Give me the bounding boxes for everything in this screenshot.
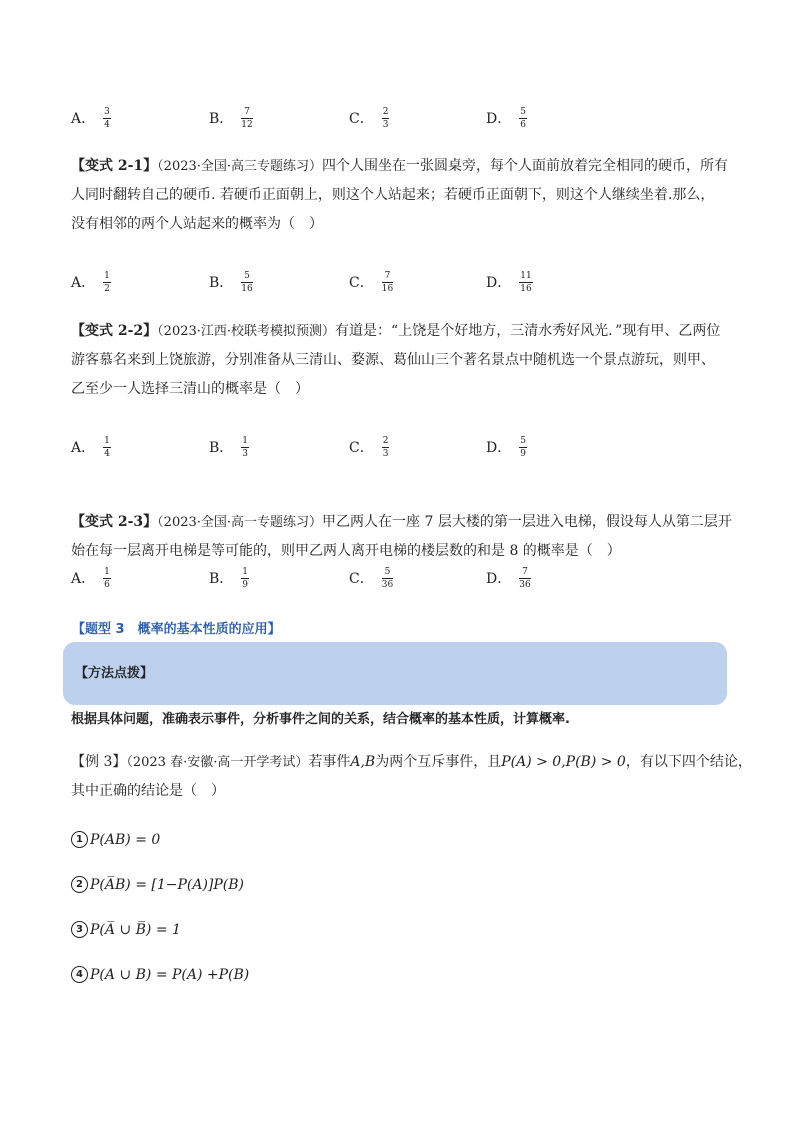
option-c: C． $\frac{2}{3}$ <box>349 435 389 459</box>
options-row-q3 <box>71 563 731 593</box>
fraction: $\frac{2}{3}$ <box>382 106 389 130</box>
option-c: C． $\frac{2}{3}$ <box>349 106 389 130</box>
statement-2: 2 P(A̅B) = [1−P(A)]P(B) <box>71 876 244 893</box>
fraction: $\frac{7}{16}$ <box>381 270 394 294</box>
question-source: （2023·江西·校联考模拟预测） <box>157 324 336 339</box>
circled-number: 2 <box>71 876 88 893</box>
options-row-q1 <box>71 267 731 297</box>
fraction: $\frac{1}{9}$ <box>242 566 249 590</box>
question-variant-2-3: 【变式 2-3】（2023·全国·高一专题练习）甲乙两人在一座 7 层大楼的第一层进入电梯，假设每人从第二层开 始在每一层离开电梯是等可能的，则甲乙两人离开电梯的楼层数的和是 8 的概率是（ ） <box>71 514 732 559</box>
options-row-q2 <box>71 432 731 462</box>
question-variant-2-1: 【变式 2-1】（2023·全国·高三专题练习）四个人围坐在一张圆桌旁，每个人面前放着完全相同的硬币，所有 人同时翻转自己的硬币. 若硬币正面朝上，则这个人站起来；若硬币正面朝下，则这个人继续坐着.那么， 没有相邻的两个人站起来的概率为（ ） <box>71 158 729 232</box>
fraction: $\frac{1}{6}$ <box>104 566 110 590</box>
question-tag: 【变式 2-3】 <box>71 514 158 530</box>
method-label: 【方法点拨】 <box>75 666 154 681</box>
option-b: B． $\frac{1}{3}$ <box>209 435 249 459</box>
statement-3: 3 P(A̅ ∪ B̅) = 1 <box>71 921 181 938</box>
fraction: $\frac{2}{3}$ <box>382 435 389 459</box>
question-variant-2-2: 【变式 2-2】（2023·江西·校联考模拟预测）有道是：“上饶是个好地方，三清水秀好风光．”现有甲、乙两位 游客慕名来到上饶旅游，分别准备从三清山、婺源、葛仙山三个著名景点中随机选一个景点游玩，则甲、 乙至少一人选择三清山的概率是（ ） <box>71 323 721 397</box>
question-tag: 【变式 2-1】 <box>71 158 158 174</box>
example-source: （2023 春·安徽·高一开学考试） <box>126 755 309 770</box>
fraction: $\frac{1}{3}$ <box>242 435 249 459</box>
option-a: A． $\frac{1}{4}$ <box>71 435 110 459</box>
fraction: $\frac{7}{36}$ <box>519 566 531 590</box>
fraction: $\frac{1}{4}$ <box>104 435 110 459</box>
fraction: $\frac{5}{36}$ <box>381 566 394 590</box>
question-source: （2023·全国·高三专题练习） <box>157 159 323 174</box>
example-3: 【例 3】（2023 春·安徽·高一开学考试）若事件A,B为两个互斥事件，且P(A) > 0,P(B) > 0，有以下四个结论， 其中正确的结论是（ ） <box>71 754 752 799</box>
statement-4: 4 P(A ∪ B) = P(A) +P(B) <box>71 966 249 983</box>
circled-number: 1 <box>71 831 88 848</box>
option-b: B． $\frac{1}{9}$ <box>209 566 249 590</box>
section-title: 【题型 3 概率的基本性质的应用】 <box>72 622 281 637</box>
circled-number: 3 <box>71 921 88 938</box>
option-b: B． $\frac{7}{12}$ <box>209 106 253 130</box>
example-tag: 【例 3】 <box>71 754 127 770</box>
option-a: A． $\frac{1}{2}$ <box>71 270 110 294</box>
method-box <box>63 642 727 705</box>
option-a: A． $\frac{1}{6}$ <box>71 566 110 590</box>
question-source: （2023·全国·高一专题练习） <box>157 515 323 530</box>
statement-1: 1 P(AB) = 0 <box>71 831 160 848</box>
circled-number: 4 <box>71 966 88 983</box>
fraction: $\frac{3}{4}$ <box>104 106 110 130</box>
fraction: $\frac{5}{9}$ <box>520 435 526 459</box>
question-tag: 【变式 2-2】 <box>71 323 158 339</box>
option-d: D． $\frac{11}{16}$ <box>486 270 532 294</box>
option-d: D． $\frac{7}{36}$ <box>486 566 531 590</box>
option-c: C． $\frac{7}{16}$ <box>349 270 394 294</box>
fraction: $\frac{1}{2}$ <box>104 270 110 294</box>
option-d: D． $\frac{5}{6}$ <box>486 106 526 130</box>
option-d: D． $\frac{5}{9}$ <box>486 435 526 459</box>
fraction: $\frac{5}{16}$ <box>241 270 253 294</box>
condition-formula: P(A) > 0,P(B) > 0 <box>501 754 626 770</box>
option-b: B． $\frac{5}{16}$ <box>209 270 253 294</box>
method-text: 根据具体问题，准确表示事件，分析事件之间的关系，结合概率的基本性质，计算概率. <box>71 712 570 727</box>
option-c: C． $\frac{5}{36}$ <box>349 566 394 590</box>
option-a: A． $\frac{3}{4}$ <box>71 106 110 130</box>
fraction: $\frac{11}{16}$ <box>520 270 532 294</box>
fraction: $\frac{5}{6}$ <box>520 106 526 130</box>
fraction: $\frac{7}{12}$ <box>241 106 253 130</box>
options-row-q0 <box>71 103 731 133</box>
